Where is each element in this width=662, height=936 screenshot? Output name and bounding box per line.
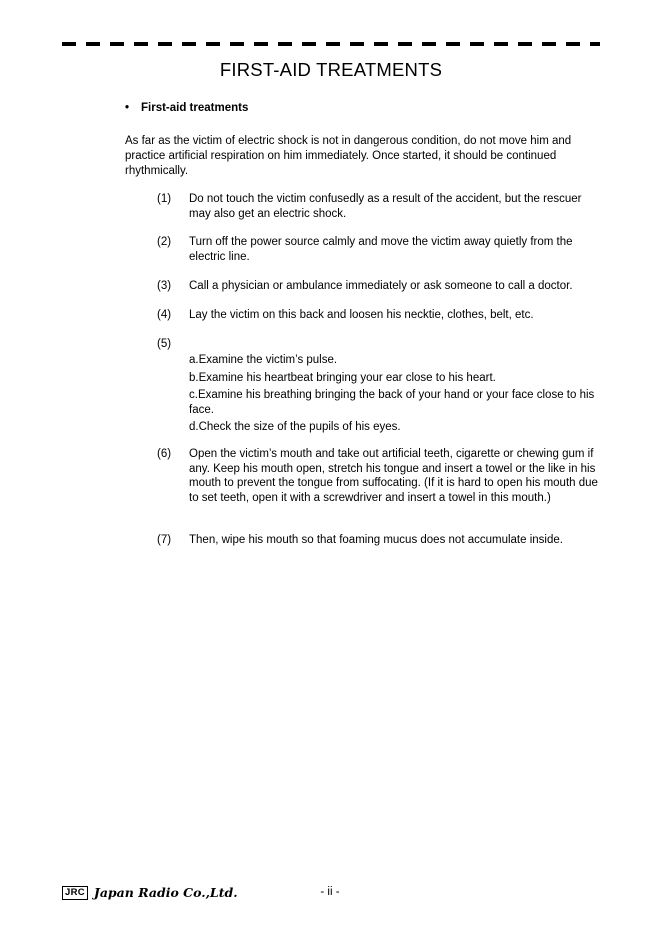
item-number: (7) — [157, 534, 172, 546]
item-text: Turn off the power source calmly and move the victim away quietly from the electric line. — [189, 236, 573, 263]
list-item-4 — [157, 308, 607, 323]
item-text: Call a physician or ambulance immediately or ask someone to call a doctor. — [189, 280, 573, 292]
subitem-b: b.Examine his heartbeat bringing your ear close to his heart. — [189, 371, 496, 384]
item-text: Do not touch the victim confusedly as a result of the accident, but the rescuer may also get an electric shock. — [189, 193, 582, 220]
list-item-3 — [157, 279, 617, 294]
item-number: (5) — [157, 338, 172, 350]
subitem-c: c.Examine his breathing bringing the back of your hand or your face close to his face. — [189, 389, 595, 416]
item-number: (1) — [157, 193, 172, 205]
header-dashed-rule — [62, 42, 600, 46]
item-text: Open the victim’s mouth and take out artificial teeth, cigarette or chewing gum if any. Keep his mouth open, stretch his tongue and insert a towel or the like in his mouth to prevent the tongue from suffocating. (If it is hard to open his mouth due to set teeth, open it with a screwdriver and insert a towel in this mouth.) — [189, 448, 598, 504]
intro-paragraph: As far as the victim of electric shock is not in dangerous condition, do not move him and practice artificial respiration on him immediately. Once started, it should be continued rhythmically. — [125, 135, 572, 178]
section-heading-label: First-aid treatments — [141, 102, 249, 114]
company-logo — [62, 884, 238, 901]
list-item-2 — [157, 235, 607, 264]
item-number: (3) — [157, 280, 172, 292]
item-number: (4) — [157, 309, 172, 321]
jrc-logo-mark: JRC — [62, 886, 88, 900]
bullet-icon: • — [125, 102, 130, 114]
item-text: Then, wipe his mouth so that foaming mucus does not accumulate inside. — [189, 534, 563, 546]
item-text: Lay the victim on this back and loosen his necktie, clothes, belt, etc. — [189, 309, 534, 321]
section-heading — [125, 102, 248, 114]
list-item-5 — [157, 337, 607, 435]
list-item-7 — [157, 533, 607, 548]
page-title: FIRST-AID TREATMENTS — [219, 59, 443, 80]
item-number: (2) — [157, 236, 172, 248]
item-subitems — [189, 337, 599, 435]
subitem-d: d.Check the size of the pupils of his eyes. — [189, 421, 401, 434]
item-number: (6) — [157, 448, 172, 460]
company-name: Japan Radio Co.,Ltd. — [93, 885, 238, 900]
page-number: - ii - — [320, 886, 340, 898]
subitem-a: a.Examine the victim’s pulse. — [189, 354, 338, 366]
list-item-1 — [157, 192, 607, 221]
list-item-6 — [157, 447, 607, 505]
